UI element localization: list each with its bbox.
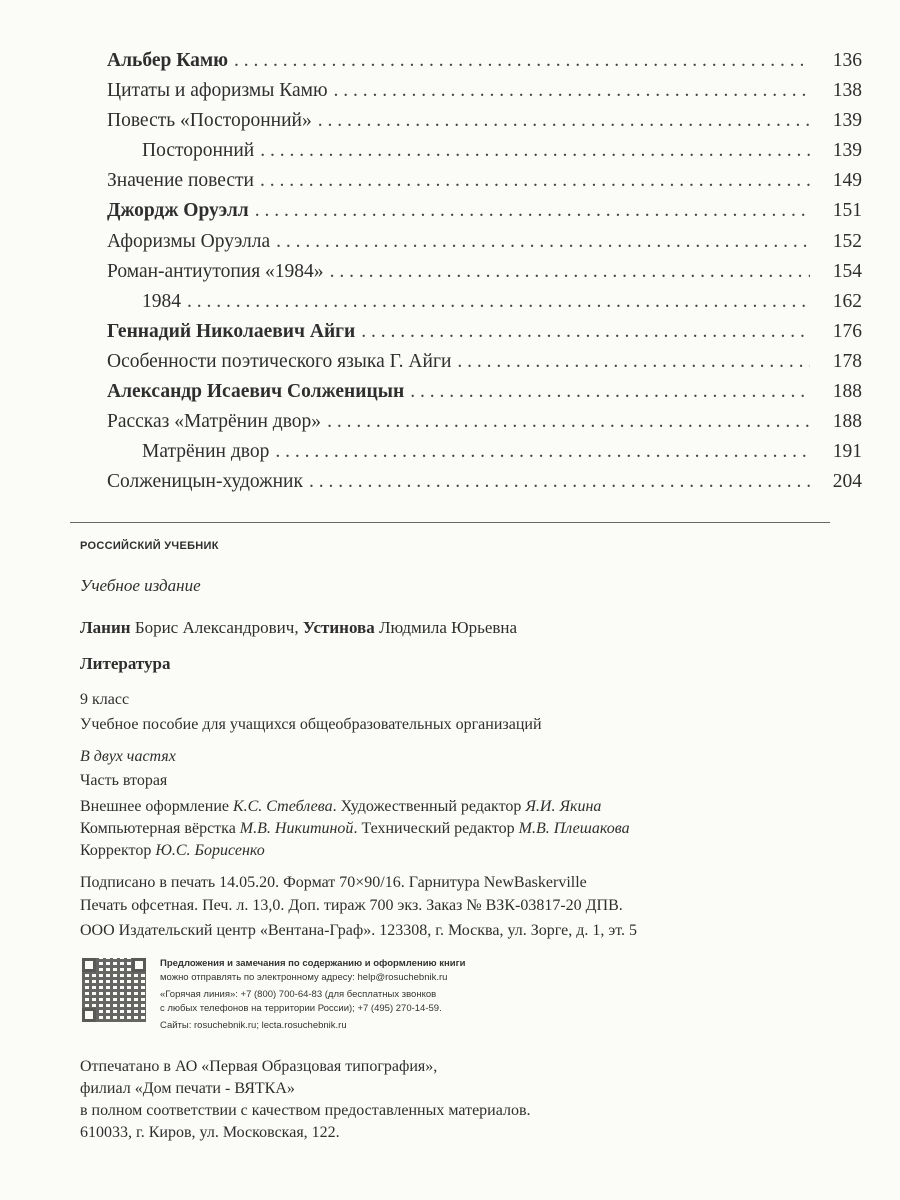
leader-dots xyxy=(457,351,810,373)
toc-entry xyxy=(107,261,862,291)
toc-entry xyxy=(107,170,862,200)
leader-dots xyxy=(275,441,810,463)
role: . Художественный редактор xyxy=(332,798,526,815)
toc-entry-title: Солженицын-художник xyxy=(107,471,303,493)
divider xyxy=(70,522,830,523)
toc-entry-page: 138 xyxy=(832,80,862,102)
toc-entry-page: 188 xyxy=(832,411,862,433)
leader-dots xyxy=(361,321,810,343)
toc-entry-title: Афоризмы Оруэлла xyxy=(107,230,271,252)
toc-entry-title: Цитаты и афоризмы Камю xyxy=(107,80,328,102)
toc-entry-page: 139 xyxy=(832,110,862,132)
toc-entry xyxy=(107,50,862,80)
printer-line: Отпечатано в АО «Первая Образцовая типография», xyxy=(80,1058,438,1075)
printer-line: в полном соответствии с качеством предоставленных материалов. xyxy=(80,1102,531,1119)
toc-entry-title: 1984 xyxy=(142,290,181,312)
role: . Технический редактор xyxy=(353,820,519,837)
toc-entry-page: 162 xyxy=(832,290,862,312)
toc-entry xyxy=(107,321,862,351)
toc-entry xyxy=(107,291,862,321)
toc-entry xyxy=(107,351,862,381)
toc-entry-page: 188 xyxy=(832,381,862,403)
toc-entry-title: Роман-антиутопия «1984» xyxy=(107,260,324,282)
credit-line xyxy=(80,798,601,816)
print-info-2: Печать офсетная. Печ. л. 13,0. Доп. тираж 700 экз. Заказ № ВЗК-03817-20 ДПВ. xyxy=(80,897,623,914)
toc-entry xyxy=(107,381,862,411)
person-name: Я.И. Якина xyxy=(525,798,602,815)
toc-entry-title: Особенности поэтического языка Г. Айги xyxy=(107,350,452,372)
leader-dots xyxy=(255,200,810,222)
toc-entry-page: 139 xyxy=(832,140,862,162)
authors xyxy=(80,618,517,638)
toc-entry-page: 178 xyxy=(832,350,862,372)
toc-entry xyxy=(107,231,862,261)
contact-line: Сайты: rosuchebnik.ru; lecta.rosuchebnik.ru xyxy=(160,1020,347,1031)
leader-dots xyxy=(318,110,810,132)
toc-entry xyxy=(107,411,862,441)
contact-line: можно отправлять по электронному адресу: help@rosuchebnik.ru xyxy=(160,972,448,983)
leader-dots xyxy=(234,50,810,72)
part: Часть вторая xyxy=(80,772,168,789)
leader-dots xyxy=(330,261,810,283)
edition-type: Учебное издание xyxy=(80,576,201,595)
toc-entry xyxy=(107,200,862,230)
toc-entry-title: Повесть «Посторонний» xyxy=(107,110,312,132)
toc-entry-page: 149 xyxy=(832,170,862,192)
toc-entry-title: Александр Исаевич Солженицын xyxy=(107,381,405,403)
leader-dots xyxy=(410,381,810,403)
toc-entry-page: 152 xyxy=(832,230,862,252)
credit-line xyxy=(80,842,265,860)
toc-entry-title: Рассказ «Матрёнин двор» xyxy=(107,411,322,433)
contact-line: «Горячая линия»: +7 (800) 700-64-83 (для бесплатных звонков xyxy=(160,989,437,1000)
toc-entry xyxy=(107,80,862,110)
contact-info xyxy=(160,957,465,1033)
leader-dots xyxy=(334,80,810,102)
toc-entry-page: 151 xyxy=(832,200,862,222)
toc-entry xyxy=(107,140,862,170)
toc-entry-title: Матрёнин двор xyxy=(142,441,270,463)
credit-line xyxy=(80,820,630,838)
toc-entry-page: 204 xyxy=(832,471,862,493)
leader-dots xyxy=(309,471,810,493)
printer-line: филиал «Дом печати - ВЯТКА» xyxy=(80,1080,295,1097)
series-name: РОССИЙСКИЙ УЧЕБНИК xyxy=(80,540,219,552)
toc-entry xyxy=(107,110,862,140)
author-last-name: Ланин xyxy=(80,618,131,637)
toc-entry-title: Джордж Оруэлл xyxy=(107,200,249,222)
person-name: Ю.С. Борисенко xyxy=(155,842,265,859)
toc-entry-page: 154 xyxy=(832,260,862,282)
person-name: М.В. Плешакова xyxy=(518,820,630,837)
printer-line: 610033, г. Киров, ул. Московская, 122. xyxy=(80,1124,340,1141)
purpose: Учебное пособие для учащихся общеобразовательных организаций xyxy=(80,716,542,733)
grade: 9 класс xyxy=(80,691,130,708)
role: Корректор xyxy=(80,842,156,859)
toc-entry-title: Значение повести xyxy=(107,170,254,192)
toc-entry-title: Посторонний xyxy=(142,140,255,162)
leader-dots xyxy=(260,140,810,162)
leader-dots xyxy=(260,170,810,192)
role: Внешнее оформление xyxy=(80,798,233,815)
table-of-contents xyxy=(107,50,862,501)
print-info-1: Подписано в печать 14.05.20. Формат 70×90/16. Гарнитура NewBaskerville xyxy=(80,874,587,891)
book-title: Литература xyxy=(80,654,171,673)
toc-entry-title: Альбер Камю xyxy=(107,50,229,71)
leader-dots xyxy=(187,291,810,313)
toc-entry-page: 176 xyxy=(832,320,862,342)
role: Компьютерная вёрстка xyxy=(80,820,240,837)
leader-dots xyxy=(276,231,810,253)
parts: В двух частях xyxy=(80,748,176,765)
leader-dots xyxy=(327,411,810,433)
toc-entry-page: 136 xyxy=(832,50,862,71)
publisher: ООО Издательский центр «Вентана-Граф». 123308, г. Москва, ул. Зорге, д. 1, эт. 5 xyxy=(80,922,638,939)
toc-entry xyxy=(107,441,862,471)
person-name: К.С. Стеблева xyxy=(232,798,333,815)
qr-code xyxy=(82,958,146,1022)
toc-entry-page: 191 xyxy=(832,441,862,463)
person-name: М.В. Никитиной xyxy=(239,820,354,837)
author-last-name: Устинова xyxy=(302,618,375,637)
toc-entry xyxy=(107,471,862,501)
contact-line: с любых телефонов на территории России); +7 (495) 270-14-59. xyxy=(160,1003,442,1014)
author-name: Борис Александрович, xyxy=(134,618,299,637)
contact-line: Предложения и замечания по содержанию и оформлению книги xyxy=(160,958,466,969)
toc-entry-title: Геннадий Николаевич Айги xyxy=(107,320,356,342)
author-name: Людмила Юрьевна xyxy=(378,618,518,637)
